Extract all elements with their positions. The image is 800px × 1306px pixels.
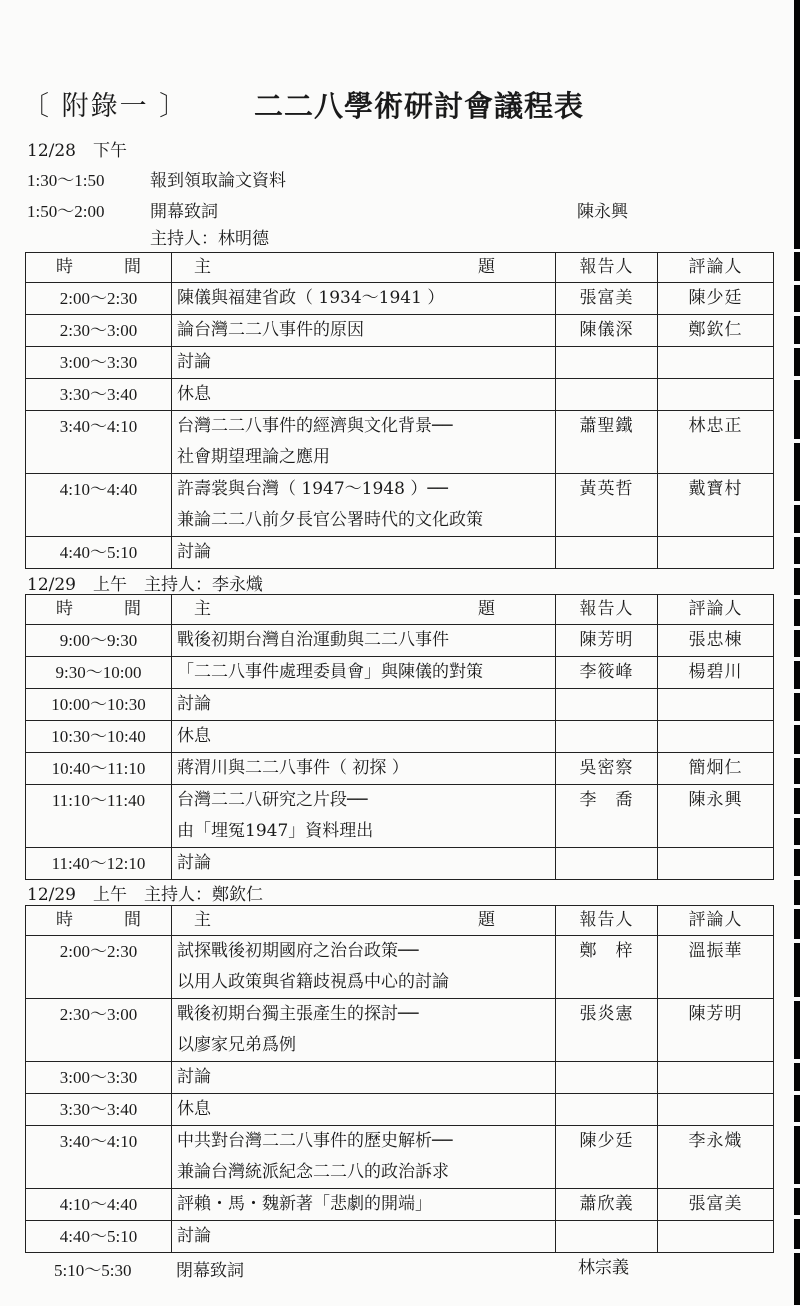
topic-cell — [172, 283, 556, 315]
topic-cell — [172, 785, 556, 848]
table-row — [26, 411, 774, 474]
topic-line: 討論 — [177, 542, 211, 562]
table-row — [26, 625, 774, 657]
reporter-name: 黃英哲 — [579, 479, 634, 499]
intro-chair: 主持人：林明德 — [150, 229, 269, 249]
time-value: 11:10～11:40 — [51, 791, 146, 810]
time-cell — [26, 315, 172, 347]
time-value: 10:30～10:40 — [51, 727, 146, 746]
topic-line: 社會期望理論之應用 — [177, 447, 330, 467]
topic-line: 陳儀與福建省政（ 1934～1941 ） — [177, 288, 445, 308]
commentator-cell — [658, 411, 774, 474]
time-value: 10:40～11:10 — [51, 759, 146, 778]
commentator-name: 李永熾 — [688, 1131, 743, 1151]
reporter-cell — [556, 999, 658, 1062]
commentator-cell — [658, 283, 774, 315]
table-row — [26, 1062, 774, 1094]
reporter-name: 李 喬 — [579, 790, 634, 810]
topic-line: 論台灣二二八事件的原因 — [177, 320, 364, 340]
commentator-cell — [658, 689, 774, 721]
commentator-cell — [658, 1221, 774, 1253]
table-row — [26, 753, 774, 785]
schedule-table — [25, 594, 774, 880]
page-title: 二二八學術研討會議程表 — [254, 89, 585, 123]
topic-line: 台灣二二八研究之片段── — [177, 790, 368, 810]
table-row — [26, 474, 774, 537]
commentator-cell — [658, 721, 774, 753]
reporter-cell — [556, 1189, 658, 1221]
reporter-name: 張炎憲 — [579, 1004, 634, 1024]
commentator-name: 陳芳明 — [688, 1004, 743, 1024]
time-cell — [26, 625, 172, 657]
session-heading: 12/29 上午 主持人：鄭欽仁 — [27, 885, 263, 905]
commentator-name: 林忠正 — [688, 416, 743, 436]
session-heading: 12/29 上午 主持人：李永熾 — [27, 575, 263, 595]
topic-line: 以廖家兄弟爲例 — [177, 1035, 296, 1055]
time-value: 11:40～12:10 — [51, 854, 146, 873]
time-cell — [26, 785, 172, 848]
header-reporter — [556, 906, 658, 936]
intro-date-line: 12/28 下午 — [27, 141, 127, 161]
topic-cell — [172, 721, 556, 753]
time-value: 4:10～4:40 — [59, 1195, 138, 1214]
topic-line: 討論 — [177, 352, 211, 372]
reporter-cell — [556, 1094, 658, 1126]
reporter-name: 張富美 — [579, 288, 634, 308]
title-row — [22, 84, 782, 124]
reporter-cell — [556, 1126, 658, 1189]
time-value: 10:00～10:30 — [51, 695, 146, 714]
schedule-table — [25, 905, 774, 1253]
table-header-row — [26, 253, 774, 283]
commentator-cell — [658, 785, 774, 848]
topic-line: 討論 — [177, 694, 211, 714]
time-cell — [26, 936, 172, 999]
header-time-b: 間 — [124, 910, 141, 930]
header-commentator-label: 評論人 — [688, 257, 743, 277]
header-reporter-label: 報告人 — [579, 599, 634, 619]
header-topic-b: 題 — [478, 257, 495, 277]
topic-cell — [172, 657, 556, 689]
commentator-cell — [658, 999, 774, 1062]
header-time-a: 時 — [56, 910, 73, 930]
topic-line: 休息 — [177, 726, 211, 746]
header-topic-a: 主 — [194, 910, 211, 930]
commentator-cell — [658, 1126, 774, 1189]
header-time — [26, 595, 172, 625]
time-cell — [26, 689, 172, 721]
topic-cell — [172, 537, 556, 569]
table-row — [26, 936, 774, 999]
header-reporter-label: 報告人 — [579, 910, 634, 930]
commentator-cell — [658, 474, 774, 537]
header-topic — [172, 595, 556, 625]
schedule-table — [25, 252, 774, 569]
header-commentator — [658, 595, 774, 625]
reporter-cell — [556, 1062, 658, 1094]
topic-line: 兼論二二八前夕長官公署時代的文化政策 — [177, 510, 483, 530]
table-header-row — [26, 906, 774, 936]
header-time-b: 間 — [124, 257, 141, 277]
commentator-name: 張富美 — [688, 1194, 743, 1214]
topic-line: 討論 — [177, 1067, 211, 1087]
header-topic-a: 主 — [194, 599, 211, 619]
time-value: 3:40～4:10 — [59, 417, 138, 436]
commentator-name: 陳永興 — [688, 790, 743, 810]
topic-line: 以用人政策與省籍歧視爲中心的討論 — [177, 972, 449, 992]
table-row — [26, 999, 774, 1062]
time-cell — [26, 1126, 172, 1189]
commentator-cell — [658, 1094, 774, 1126]
commentator-cell — [658, 1062, 774, 1094]
topic-cell — [172, 474, 556, 537]
reporter-cell — [556, 347, 658, 379]
topic-line: 「二二八事件處理委員會」與陳儀的對策 — [177, 662, 483, 682]
intro-person-2: 陳永興 — [577, 202, 628, 222]
table-row — [26, 657, 774, 689]
time-value: 9:00～9:30 — [59, 631, 138, 650]
table-row — [26, 315, 774, 347]
topic-line: 戰後初期台獨主張產生的探討── — [177, 1004, 419, 1024]
header-topic-a: 主 — [194, 257, 211, 277]
reporter-cell — [556, 474, 658, 537]
header-topic — [172, 253, 556, 283]
reporter-cell — [556, 411, 658, 474]
reporter-cell — [556, 657, 658, 689]
reporter-cell — [556, 537, 658, 569]
table-row — [26, 689, 774, 721]
time-cell — [26, 1094, 172, 1126]
table-row — [26, 283, 774, 315]
reporter-name: 陳少廷 — [579, 1131, 634, 1151]
table-row — [26, 1126, 774, 1189]
topic-line: 評賴・馬・魏新著「悲劇的開端」 — [177, 1194, 432, 1214]
topic-line: 兼論台灣統派紀念二二八的政治訴求 — [177, 1162, 449, 1182]
topic-cell — [172, 1221, 556, 1253]
time-value: 3:00～3:30 — [59, 1068, 138, 1087]
topic-cell — [172, 1189, 556, 1221]
reporter-name: 蕭欣義 — [579, 1194, 634, 1214]
time-cell — [26, 537, 172, 569]
header-time-a: 時 — [56, 599, 73, 619]
topic-line: 休息 — [177, 384, 211, 404]
reporter-cell — [556, 689, 658, 721]
header-reporter — [556, 595, 658, 625]
topic-cell — [172, 315, 556, 347]
commentator-cell — [658, 625, 774, 657]
commentator-cell — [658, 936, 774, 999]
header-topic — [172, 906, 556, 936]
scan-edge-strip — [794, 0, 800, 1306]
topic-line: 試探戰後初期國府之治台政策── — [177, 941, 419, 961]
topic-cell — [172, 753, 556, 785]
topic-cell — [172, 1126, 556, 1189]
reporter-name: 鄭 梓 — [579, 941, 634, 961]
time-value: 2:00～2:30 — [59, 942, 138, 961]
reporter-cell — [556, 625, 658, 657]
closing-label: 閉幕致詞 — [176, 1261, 244, 1281]
reporter-name: 李筱峰 — [579, 662, 634, 682]
topic-line: 蔣渭川與二二八事件（ 初探 ） — [177, 758, 409, 778]
time-cell — [26, 1062, 172, 1094]
commentator-name: 戴寶村 — [688, 479, 743, 499]
topic-cell — [172, 1062, 556, 1094]
time-cell — [26, 474, 172, 537]
intro-time-1: 1:30～1:50 — [27, 171, 105, 190]
table-row — [26, 1221, 774, 1253]
table-row — [26, 785, 774, 848]
time-value: 3:40～4:10 — [59, 1132, 138, 1151]
topic-cell — [172, 1094, 556, 1126]
topic-line: 由「埋冤1947」資料理出 — [177, 821, 374, 841]
reporter-cell — [556, 1221, 658, 1253]
topic-line: 討論 — [177, 1226, 211, 1246]
topic-cell — [172, 347, 556, 379]
table-row — [26, 1094, 774, 1126]
topic-cell — [172, 936, 556, 999]
commentator-name: 簡炯仁 — [688, 758, 743, 778]
reporter-cell — [556, 848, 658, 880]
time-value: 3:30～3:40 — [59, 1100, 138, 1119]
time-cell — [26, 411, 172, 474]
header-time — [26, 906, 172, 936]
commentator-cell — [658, 537, 774, 569]
reporter-cell — [556, 785, 658, 848]
time-value: 9:30～10:00 — [55, 663, 142, 682]
header-reporter-label: 報告人 — [579, 257, 634, 277]
topic-line: 中共對台灣二二八事件的歷史解析── — [177, 1131, 453, 1151]
time-cell — [26, 379, 172, 411]
topic-line: 台灣二二八事件的經濟與文化背景── — [177, 416, 453, 436]
topic-cell — [172, 379, 556, 411]
time-value: 2:30～3:00 — [59, 321, 138, 340]
table-row — [26, 537, 774, 569]
time-value: 3:30～3:40 — [59, 385, 138, 404]
time-value: 4:40～5:10 — [59, 1227, 138, 1246]
reporter-cell — [556, 283, 658, 315]
topic-cell — [172, 848, 556, 880]
topic-line: 許壽裳與台灣（ 1947～1948 ）── — [177, 479, 448, 499]
commentator-cell — [658, 753, 774, 785]
table-row — [26, 848, 774, 880]
time-value: 3:00～3:30 — [59, 353, 138, 372]
time-cell — [26, 1221, 172, 1253]
appendix-label: 〔 附錄一 〕 — [22, 91, 189, 122]
intro-label-1: 報到領取論文資料 — [150, 171, 286, 191]
time-cell — [26, 848, 172, 880]
time-value: 4:10～4:40 — [59, 480, 138, 499]
commentator-cell — [658, 1189, 774, 1221]
commentator-cell — [658, 657, 774, 689]
commentator-name: 溫振華 — [688, 941, 743, 961]
topic-line: 戰後初期台灣自治運動與二二八事件 — [177, 630, 449, 650]
header-time-b: 間 — [124, 599, 141, 619]
table-row — [26, 721, 774, 753]
topic-cell — [172, 625, 556, 657]
commentator-cell — [658, 347, 774, 379]
topic-cell — [172, 411, 556, 474]
topic-line: 休息 — [177, 1099, 211, 1119]
table-header-row — [26, 595, 774, 625]
header-commentator — [658, 906, 774, 936]
time-cell — [26, 753, 172, 785]
table-row — [26, 379, 774, 411]
commentator-name: 鄭欽仁 — [688, 320, 743, 340]
time-cell — [26, 347, 172, 379]
intro-time-2: 1:50～2:00 — [27, 202, 105, 221]
time-value: 2:00～2:30 — [59, 289, 138, 308]
reporter-name: 陳芳明 — [579, 630, 634, 650]
reporter-cell — [556, 936, 658, 999]
header-topic-b: 題 — [478, 599, 495, 619]
commentator-name: 楊碧川 — [688, 662, 743, 682]
commentator-name: 張忠棟 — [688, 630, 743, 650]
reporter-cell — [556, 315, 658, 347]
header-reporter — [556, 253, 658, 283]
time-value: 2:30～3:00 — [59, 1005, 138, 1024]
topic-line: 討論 — [177, 853, 211, 873]
reporter-name: 吳密察 — [579, 758, 634, 778]
commentator-cell — [658, 848, 774, 880]
header-commentator-label: 評論人 — [688, 599, 743, 619]
table-row — [26, 1189, 774, 1221]
header-commentator-label: 評論人 — [688, 910, 743, 930]
header-time-a: 時 — [56, 257, 73, 277]
time-cell — [26, 999, 172, 1062]
reporter-cell — [556, 379, 658, 411]
time-cell — [26, 721, 172, 753]
reporter-name: 蕭聖鐵 — [579, 416, 634, 436]
table-row — [26, 347, 774, 379]
commentator-cell — [658, 379, 774, 411]
reporter-cell — [556, 753, 658, 785]
time-cell — [26, 1189, 172, 1221]
time-value: 4:40～5:10 — [59, 543, 138, 562]
topic-cell — [172, 689, 556, 721]
header-topic-b: 題 — [478, 910, 495, 930]
topic-cell — [172, 999, 556, 1062]
closing-time: 5:10～5:30 — [54, 1261, 132, 1280]
reporter-cell — [556, 721, 658, 753]
time-cell — [26, 657, 172, 689]
header-commentator — [658, 253, 774, 283]
intro-label-2: 開幕致詞 — [150, 202, 218, 222]
header-time — [26, 253, 172, 283]
commentator-cell — [658, 315, 774, 347]
time-cell — [26, 283, 172, 315]
closing-person: 林宗義 — [578, 1258, 629, 1278]
reporter-name: 陳儀深 — [579, 320, 634, 340]
commentator-name: 陳少廷 — [688, 288, 743, 308]
